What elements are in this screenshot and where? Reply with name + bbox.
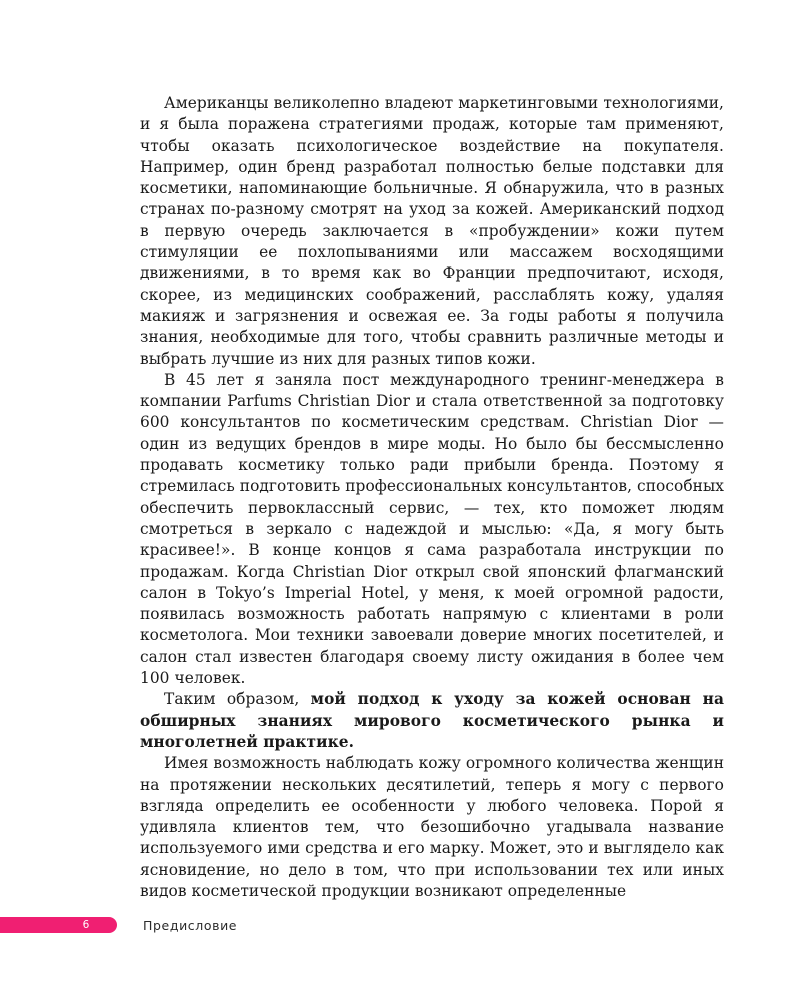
paragraph-1: Американцы великолепно владеют маркетинговыми технологиями, и я была поражена стратегиями продаж, которые там применяют, чтобы оказать психологическое воздействие на покупателя. Например, один бренд разработал полностью белые подставки для косметики, напоминающие больничные. Я обнаружила, что в разных странах по-разному смотрят на уход за кожей. Американский подход в первую очередь заключается в «пробуждении» кожи путем стимуляции ее похлопываниями или массажем восходящими движениями, в то время как во Франции предпочитают, исходя, скорее, из медицинских соображений, расслаблять кожу, удаляя макияж и загрязнения и освежая ее. За годы работы я получила знания, необходимые для того, чтобы сравнить различные методы и выбрать лучшие из них для разных типов кожи. [140, 94, 724, 368]
page-number: 6 [82, 919, 90, 931]
paragraph-3-lead: Таким образом, [164, 690, 311, 709]
paragraph-3 [140, 689, 724, 753]
paragraph-3-emphasis: мой подход к уходу за кожей основан на обширных знаниях мирового косметического рынка и многолетней практике. [140, 690, 724, 751]
running-footer-title: Предисловие [143, 918, 238, 933]
paragraph-2: В 45 лет я заняла пост международного тренинг-менеджера в компании Parfums Christian Dior и стала ответственной за подготовку 600 консультантов по косметическим средствам. Christian Dior — один из ведущих брендов в мире моды. Но было бы бессмысленно продавать косметику только ради прибыли бренда. Поэтому я стремилась подготовить профессиональных консультантов, способных обеспечить первоклассный сервис, — тех, кто поможет людям смотреться в зеркало с надеждой и мыслью: «Да, я могу быть красивее!». В конце концов я сама разработала инструкции по продажам. Когда Christian Dior открыл свой японский флагманский салон в Tokyo’s Imperial Hotel, у меня, к моей огромной радости, появилась возможность работать напрямую с клиентами в роли косметолога. Мои техники завоевали доверие многих посетителей, и салон стал известен благодаря своему листу ожидания в более чем 100 человек. [140, 370, 724, 688]
paragraph-4: Имея возможность наблюдать кожу огромного количества женщин на протяжении нескольких десятилетий, теперь я могу с первого взгляда определить ее особенности у любого человека. Порой я удивляла клиентов тем, что безошибочно угадывала название используемого ими средства и его марку. Может, это и выглядело как ясновидение, но дело в том, что при использовании тех или иных видов косметической продукции возникают определенные [140, 754, 724, 900]
body-text [140, 93, 724, 902]
